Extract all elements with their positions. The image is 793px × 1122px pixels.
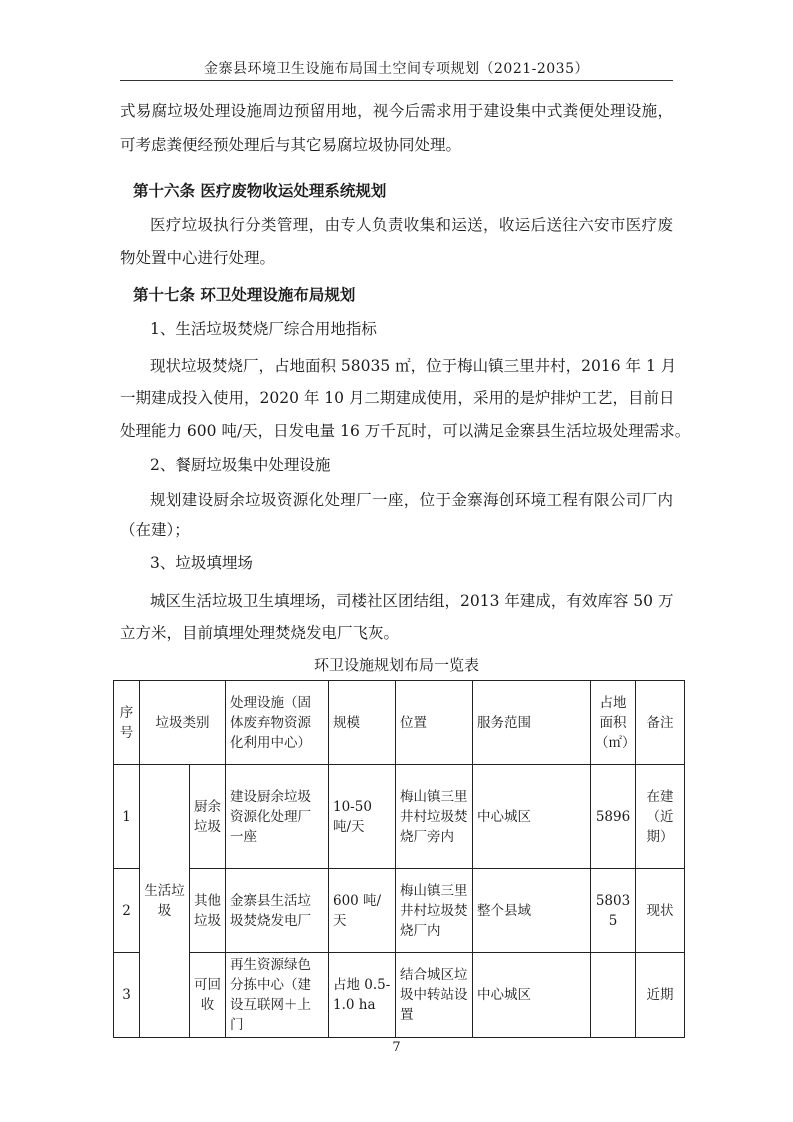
table-row	[114, 953, 685, 1038]
subsection-title-3: 3、垃圾填埋场	[150, 554, 253, 572]
section-heading-16: 第十六条 医疗废物收运处理系统规划	[133, 181, 387, 200]
table-caption: 环卫设施规划布局一览表	[313, 656, 479, 674]
paragraph-line: 一期建成投入使用，2020 年 10 月二期建成使用，采用的是炉排炉工艺，目前日	[120, 389, 675, 407]
paragraph-line: 规划建设厨余垃圾资源化处理厂一座，位于金寨海创环境工程有限公司厂内	[150, 491, 673, 509]
header-area: 占地面积（㎡）	[591, 681, 636, 765]
cell-scale: 占地 0.5-1.0 ha	[329, 953, 396, 1038]
cell-location: 结合城区垃圾中转站设置	[396, 953, 473, 1038]
cell-remark: 现状	[636, 869, 685, 953]
paragraph-line: 处理能力 600 吨/天，日发电量 16 万千瓦时，可以满足金寨县生活垃圾处理需求。	[120, 422, 691, 440]
cell-group-domestic-waste: 生活垃圾	[140, 765, 190, 1038]
table-row	[114, 765, 685, 869]
cell-service: 中心城区	[473, 765, 591, 869]
page-number: 7	[392, 1040, 401, 1055]
cell-location: 梅山镇三里井村垃圾焚烧厂旁内	[396, 765, 473, 869]
table-row	[114, 869, 685, 953]
cell-no: 1	[114, 765, 140, 869]
cell-facility: 再生资源绿色分拣中心（建设互联网＋上门	[226, 953, 329, 1038]
cell-remark: 近期	[636, 953, 685, 1038]
cell-scale: 600 吨/天	[329, 869, 396, 953]
header-facility: 处理设施（固体废弃物资源化利用中心）	[226, 681, 329, 765]
header-service: 服务范围	[473, 681, 591, 765]
cell-area: 58035	[591, 869, 636, 953]
cell-subcategory: 其他垃圾	[190, 869, 226, 953]
cell-subcategory: 厨余垃圾	[190, 765, 226, 869]
cell-facility: 建设厨余垃圾资源化处理厂一座	[226, 765, 329, 869]
header-location: 位置	[396, 681, 473, 765]
paragraph-line: 物处置中心进行处理。	[120, 249, 276, 267]
cell-subcategory: 可回收	[190, 953, 226, 1038]
cell-service: 整个县域	[473, 869, 591, 953]
cell-area: 5896	[591, 765, 636, 869]
cell-scale: 10-50 吨/天	[329, 765, 396, 869]
paragraph-line: 式易腐垃圾处理设施周边预留用地，视今后需求用于建设集中式粪便处理设施，	[120, 102, 673, 120]
subsection-title-2: 2、餐厨垃圾集中处理设施	[150, 456, 331, 474]
section-heading-17: 第十七条 环卫处理设施布局规划	[133, 285, 356, 304]
header-category: 垃圾类别	[140, 681, 226, 765]
paragraph-line: 立方米，目前填埋处理焚烧发电厂飞灰。	[120, 624, 400, 642]
header-scale: 规模	[329, 681, 396, 765]
paragraph-line: 可考虑粪便经预处理后与其它易腐垃圾协同处理。	[120, 136, 462, 154]
cell-facility: 金寨县生活垃圾焚烧发电厂	[226, 869, 329, 953]
subsection-title-1: 1、生活垃圾焚烧厂综合用地指标	[150, 320, 377, 338]
cell-service: 中心城区	[473, 953, 591, 1038]
cell-no: 3	[114, 953, 140, 1038]
header-rule	[120, 80, 673, 81]
header-remark: 备注	[636, 681, 685, 765]
cell-location: 梅山镇三里井村垃圾焚烧厂内	[396, 869, 473, 953]
cell-remark: 在建（近期）	[636, 765, 685, 869]
running-header: 金寨县环境卫生设施布局国土空间专项规划（2021-2035）	[204, 61, 589, 77]
paragraph-line: 医疗垃圾执行分类管理，由专人负责收集和运送，收运后送往六安市医疗废	[150, 216, 673, 234]
paragraph-line: 现状垃圾焚烧厂，占地面积 58035 ㎡，位于梅山镇三里井村，2016 年 1 月	[150, 357, 677, 375]
cell-no: 2	[114, 869, 140, 953]
facility-table	[113, 680, 685, 1038]
paragraph-line: （在建）；	[120, 521, 190, 539]
cell-area	[591, 953, 636, 1038]
header-no: 序号	[114, 681, 140, 765]
paragraph-line: 城区生活垃圾卫生填埋场，司楼社区团结组，2013 年建成，有效库容 50 万	[150, 592, 674, 610]
table-header-row	[114, 681, 685, 765]
